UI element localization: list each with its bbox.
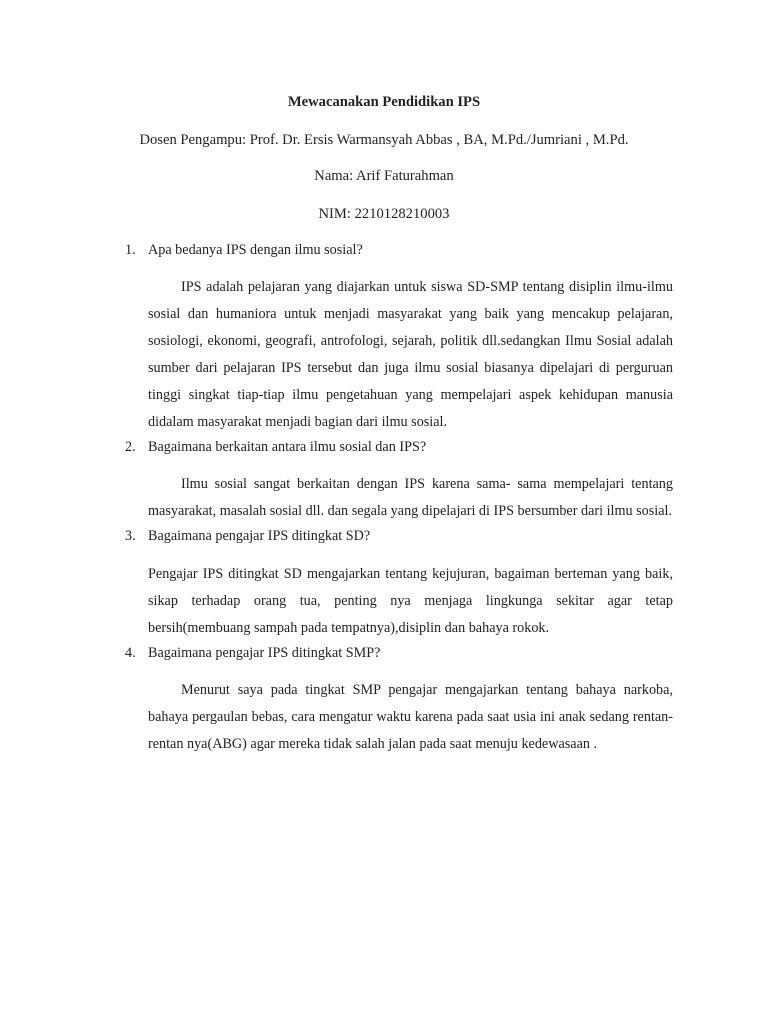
- question-item-1: [125, 240, 673, 436]
- question-text: Bagaimana pengajar IPS ditingkat SD?: [148, 528, 371, 545]
- answer-text: IPS adalah pelajaran yang diajarkan untuk siswa SD-SMP tentang disiplin ilmu-ilmu sosial dan humaniora untuk menjadi masyarakat yang baik yang mencakup pelajaran, sosiologi, ekonomi, geografi, antrofologi, sejarah, politik dll.sedangkan Ilmu Sosial adalah sumber dari pelajaran IPS tersebut dan juga ilmu sosial biasanya dipelajari di perguruan tinggi singkat tiap-tiap ilmu pengetahuan yang mempelajari aspek kehidupan manusia didalam masyarakat menjadi bagian dari ilmu sosial.: [148, 279, 673, 431]
- question-line: [125, 240, 673, 260]
- question-text: Apa bedanya IPS dengan ilmu sosial?: [148, 242, 363, 258]
- student-name: Nama: Arif Faturahman: [314, 168, 454, 184]
- question-number: 3.: [125, 528, 136, 545]
- answer-text: Ilmu sosial sangat berkaitan dengan IPS karena sama- sama mempelajari tentang masyarakat, masalah sosial dll. dan segala yang dipelajari di IPS bersumber dari ilmu sosial.: [148, 476, 673, 520]
- question-number: 4.: [125, 644, 136, 661]
- question-item-4: [125, 643, 673, 758]
- question-item-2: [125, 437, 673, 525]
- answer-text: Pengajar IPS ditingkat SD mengajarkan tentang kejujuran, bagaiman berteman yang baik, sikap terhadap orang tua, penting nya menjaga lingkunga sekitar agar tetap bersih(membuang sampah pada tempatnya),disiplin dan bahaya rokok.: [148, 565, 673, 636]
- lecturer-line: Dosen Pengampu: Prof. Dr. Ersis Warmansyah Abbas , BA, M.Pd./Jumriani , M.Pd.: [139, 132, 629, 148]
- answer-text: Menurut saya pada tingkat SMP pengajar mengajarkan tentang bahaya narkoba, bahaya pergaulan bebas, cara mengatur waktu karena pada saat usia ini anak sedang rentan-rentan nya(ABG) agar mereka tidak salah jalan pada saat menuju kedewasaan .: [148, 681, 673, 752]
- student-nim: NIM: 2210128210003: [318, 206, 450, 222]
- question-text: Bagaimana berkaitan antara ilmu sosial dan IPS?: [148, 439, 427, 456]
- question-text: Bagaimana pengajar IPS ditingkat SMP?: [148, 644, 381, 661]
- question-line: [125, 643, 673, 663]
- question-item-3: [125, 526, 673, 641]
- question-line: [125, 526, 673, 546]
- document-title: Mewacanakan Pendidikan IPS: [287, 94, 481, 110]
- question-line: [125, 437, 673, 457]
- question-number: 1.: [125, 242, 136, 258]
- question-list: [125, 240, 673, 758]
- question-number: 2.: [125, 439, 136, 456]
